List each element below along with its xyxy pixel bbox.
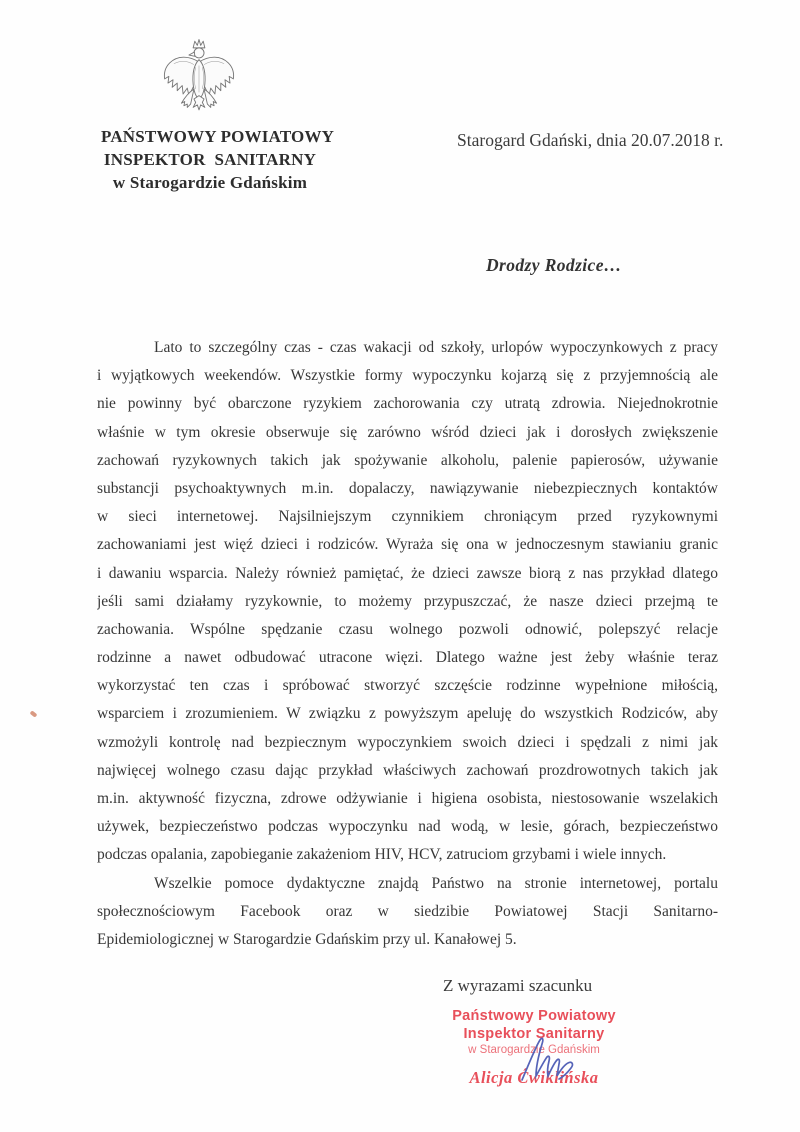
- body-line: substancji psychoaktywnych m.in. dopalaczy, nawiązywanie niebezpiecznych kontaktów: [97, 479, 718, 497]
- signature-scribble-icon: [512, 1034, 588, 1092]
- scan-artifact-speck: [30, 710, 38, 717]
- body-line: Epidemiologicznej w Starogardzie Gdańskim przy ul. Kanałowej 5.: [97, 930, 517, 948]
- body-line: używek, bezpieczeństwo podczas wypoczynku nad wodą, w lesie, górach, bezpieczeństwo: [97, 818, 718, 836]
- coat-of-arms-eagle-icon: [157, 37, 241, 125]
- body-line: m.in. aktywność fizyczna, zdrowe odżywianie i higiena osobista, niestosowanie wszelakich: [97, 790, 718, 807]
- body-line: rodzinne a nawet odbudować utracone więzi. Dlatego ważne jest żeby właśnie teraz: [97, 649, 718, 667]
- body-line: właśnie w tym okresie obserwuje się zarówno wśród dzieci jak i dorosłych zwiększenie: [97, 423, 718, 441]
- body-line: społecznościowym Facebook oraz w siedzibie Powiatowej Stacji Sanitarno-: [97, 902, 718, 920]
- body-line: zachowania. Wspólne spędzanie czasu wolnego pozwoli odnowić, polepszyć relacje: [97, 620, 718, 638]
- paragraph: [97, 870, 718, 955]
- body-line: w sieci internetowej. Najsilniejszym czynnikiem chroniącym przed ryzykownymi: [97, 508, 718, 526]
- salutation: Drodzy Rodzice…: [486, 255, 622, 275]
- body-line: wsparciem i zrozumieniem. W związku z powyższym apeluję do wszystkich Rodziców, aby: [97, 705, 718, 723]
- letterhead-line-2: INSPEKTOR SANITARNY: [103, 150, 317, 169]
- body-line: zachowaniami jest więź dzieci i rodziców. Wyraża się ona w jednoczesnym stawianiu granic: [97, 536, 718, 554]
- date-line: Starogard Gdański, dnia 20.07.2018 r.: [457, 130, 724, 150]
- body-line: jeśli sami działamy ryzykownie, to możemy przypuszczać, że nasze dzieci przejmą te: [97, 592, 718, 610]
- stamp-line-2: Inspektor Sanitarny: [463, 1025, 605, 1042]
- stamp-line-3: w Starogardzie Gdańskim: [468, 1044, 600, 1056]
- stamp-line-1: Państwowy Powiatowy: [452, 1008, 616, 1024]
- body-line: wykorzystać ten czas i spróbować stworzyć szczęście rodzinne wypełnione miłością,: [97, 677, 718, 695]
- body-line: podczas opalania, zapobieganie zakażeniom HIV, HCV, zatruciom grzybami i wiele innych.: [97, 846, 667, 864]
- body-line: nie powinny być obarczone ryzykiem zachorowania czy utratą zdrowia. Niejednokrotnie: [97, 395, 718, 413]
- stamp-signee-name: Alicja Ćwiklińska: [469, 1068, 599, 1087]
- letterhead-line-1: PAŃSTWOWY POWIATOWY: [101, 127, 335, 146]
- closing-phrase: Z wyrazami szacunku: [443, 976, 593, 995]
- letterhead-line-3: w Starogardzie Gdańskim: [112, 173, 308, 192]
- letter-body: [97, 334, 718, 954]
- body-line: zachowań ryzykownych takich jak spożywanie alkoholu, palenie papierosów, używanie: [97, 451, 718, 469]
- body-line: wzmożyli kontrolę nad bezpiecznym wypoczynkiem swoich dzieci i spędzali z nimi jak: [97, 733, 718, 751]
- paragraph: [97, 334, 718, 870]
- letterhead: [101, 125, 335, 194]
- body-line: i dawaniu wsparcia. Należy również pamiętać, że dzieci zawsze biorą z nas przykład dlatego: [97, 564, 718, 582]
- body-line: najwięcej wolnego czasu dając przykład właściwych zachowań prozdrowotnych takich jak: [97, 761, 718, 779]
- body-line: i wyjątkowych weekendów. Wszystkie formy wypoczynku kojarzą się z przyjemnością ale: [97, 367, 718, 385]
- body-line: Lato to szczególny czas - czas wakacji od szkoły, urlopów wypoczynkowych z pracy: [154, 339, 718, 356]
- body-line: Wszelkie pomoce dydaktyczne znajdą Państwo na stronie internetowej, portalu: [154, 874, 718, 892]
